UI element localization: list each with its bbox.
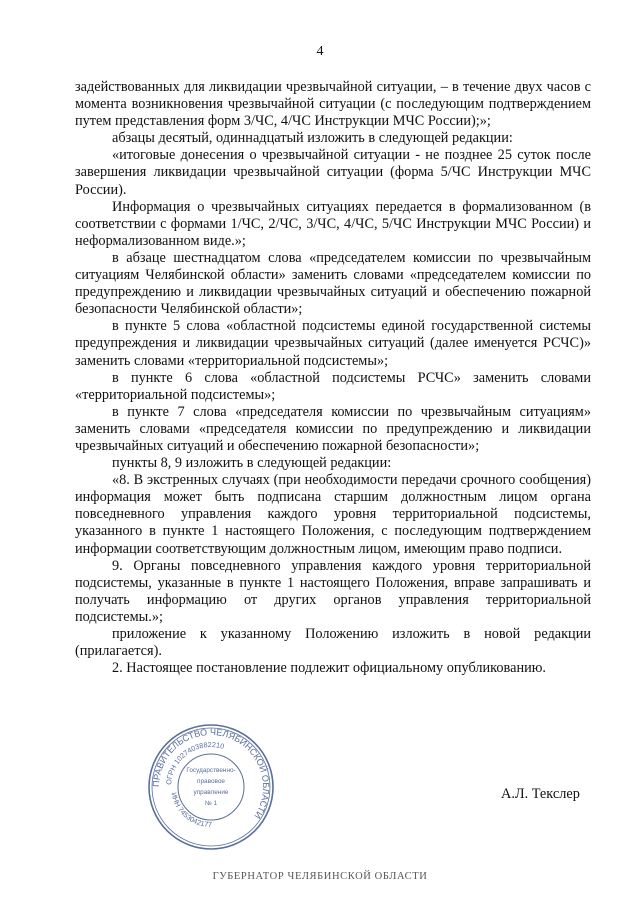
seal-center-line: правовое xyxy=(197,778,225,785)
paragraph: 2. Настоящее постановление подлежит официальному опубликованию. xyxy=(112,660,547,677)
document-body xyxy=(75,79,591,677)
paragraph: задействованных для ликвидации чрезвычайной ситуации, – в течение двух часов с момента возникновения чрезвычайной ситуации (с последующим подтверждением путем представления форм 3/ЧС, 4/ЧС Инструкции МЧС России);»; xyxy=(75,79,591,130)
footer-title: ГУБЕРНАТОР ЧЕЛЯБИНСКОЙ ОБЛАСТИ xyxy=(212,871,428,882)
paragraph: пункты 8, 9 изложить в следующей редакции: xyxy=(112,455,392,472)
paragraph: в пункте 6 слова «областной подсистемы РСЧС» заменить словами «территориальной подсистемы»; xyxy=(75,369,591,403)
paragraph: приложение к указанному Положению изложить в новой редакции (прилагается). xyxy=(75,626,591,660)
paragraph: абзацы десятый, одиннадцатый изложить в следующей редакции: xyxy=(112,130,513,147)
seal-ogrn-text: ОГРН 1027403882210 xyxy=(163,739,226,786)
seal-center-line: управление xyxy=(193,789,229,796)
paragraph: в пункте 7 слова «председателя комиссии по чрезвычайным ситуациям» заменить словами «председателя комиссии по предупреждению и ликвидации чрезвычайных ситуаций и обеспечению пожарной безопасности»; xyxy=(75,403,591,454)
paragraph: 9. Органы повседневного управления каждого уровня территориальной подсистемы, указанные в пункте 1 настоящего Положения, вправе запрашивать и получать информацию от других органов управления территориальной подсистемы.»; xyxy=(75,557,591,625)
seal-center-line: Государственно- xyxy=(186,767,236,774)
paragraph: в абзаце шестнадцатом слова «председателем комиссии по чрезвычайным ситуациям Челябинской области» заменить словами «председателем комиссии по предупреждению и ликвидации чрезвычайных ситуаций и обеспечению пожарной безопасности Челябинской области»; xyxy=(75,249,591,318)
official-seal xyxy=(146,722,276,852)
seal-inn-text: ИНН 7453042177 xyxy=(169,791,213,830)
paragraph: в пункте 5 слова «областной подсистемы единой государственной системы предупреждения и ликвидации чрезвычайных ситуаций (далее именуется РСЧС)» заменить словами «территориальной подсистемы»; xyxy=(75,318,591,369)
page-number: 4 xyxy=(316,44,324,59)
paragraph: Информация о чрезвычайных ситуациях передается в формализованном (в соответствии с формами 1/ЧС, 2/ЧС, 3/ЧС, 4/ЧС, 5/ЧС Инструкции МЧС России) и неформализованном виде.»; xyxy=(75,198,591,249)
seal-center-line: № 1 xyxy=(204,800,218,807)
paragraph: «8. В экстренных случаях (при необходимости передачи срочного сообщения) информация может быть подписана старшим должностным лицом органа повседневного управления каждого уровня территориальной подсистемы, указанного в пункте 1 настоящего Положения, с последующим подтверждением информации соответствующим должностным лицом, имеющим право подписи. xyxy=(75,472,591,557)
signature-name: А.Л. Текслер xyxy=(501,786,580,802)
seal-outer-text: ПРАВИТЕЛЬСТВО ЧЕЛЯБИНСКОЙ ОБЛАСТИ xyxy=(150,726,272,821)
paragraph: «итоговые донесения о чрезвычайной ситуации - не позднее 25 суток после завершения ликвидации чрезвычайной ситуации (форма 5/ЧС Инструкции МЧС России). xyxy=(75,147,591,198)
